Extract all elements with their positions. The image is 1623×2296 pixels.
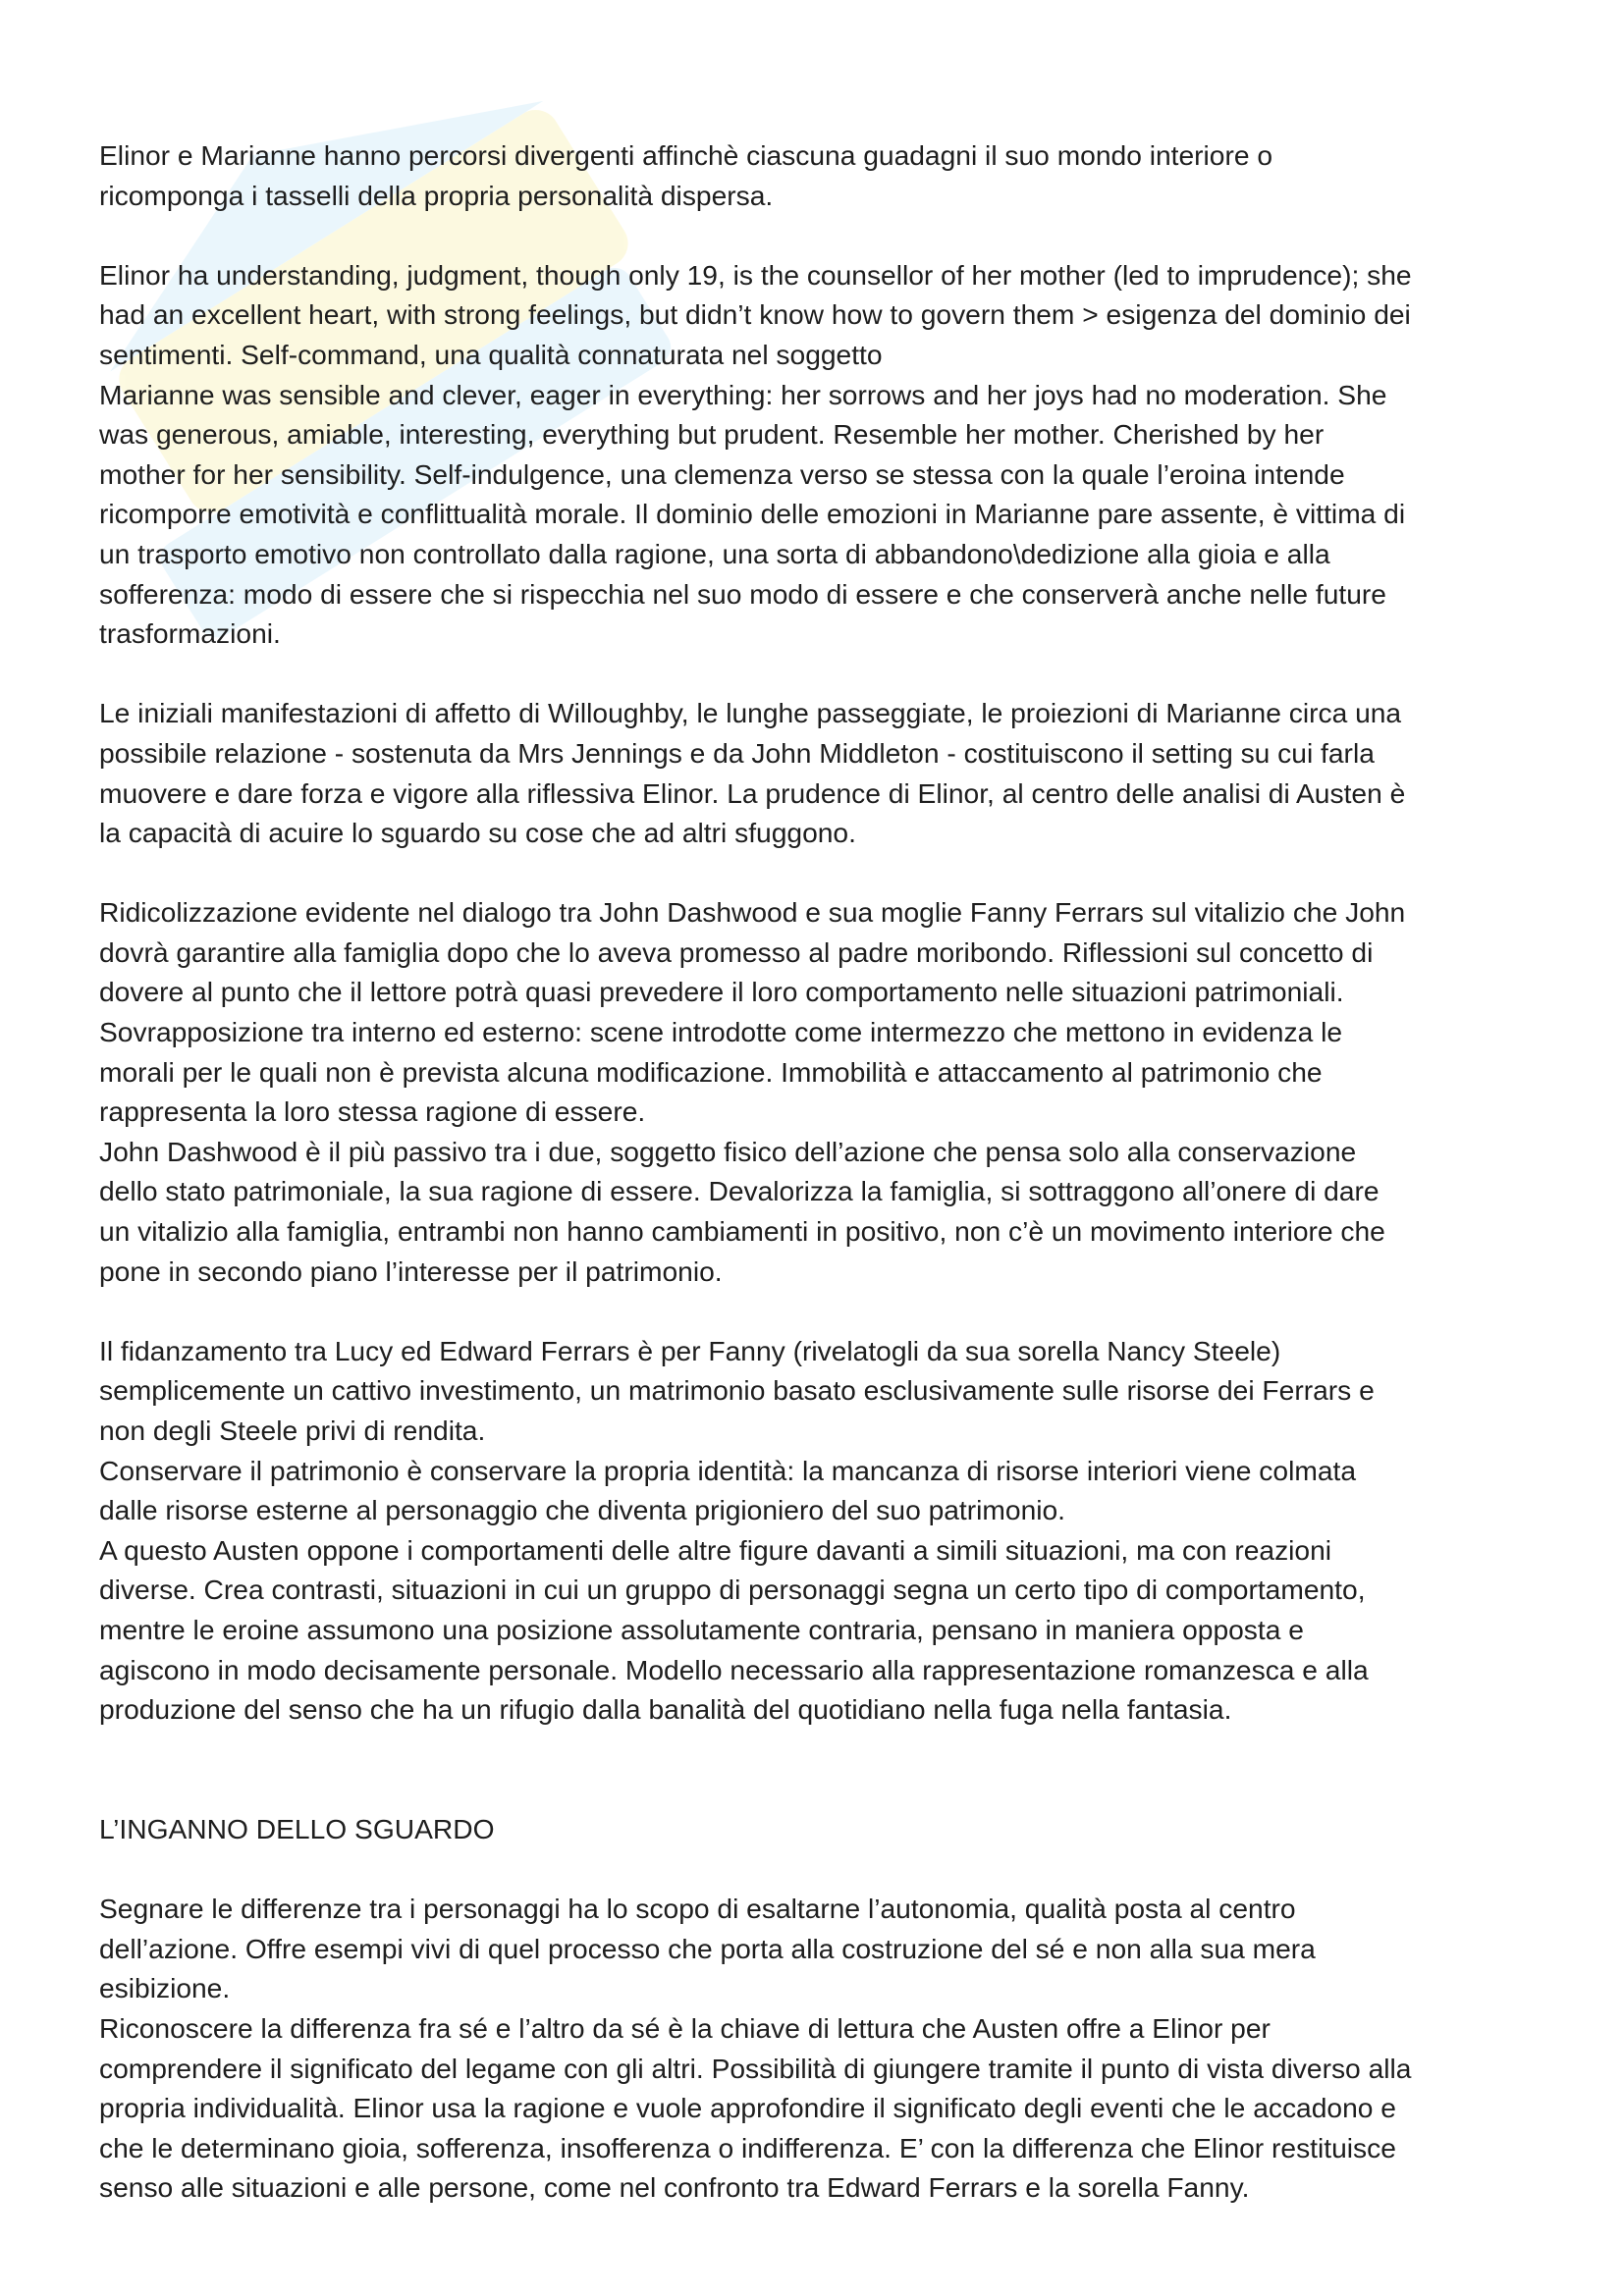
text-line: dell’azione. Offre esempi vivi di quel processo che porta alla costruzione del sé e non alla sua mera bbox=[99, 1932, 1316, 1964]
text-line: la capacità di acuire lo sguardo su cose che ad altri sfuggono. bbox=[99, 817, 856, 849]
text-line: Conservare il patrimonio è conservare la propria identità: la mancanza di risorse interiori viene colmata bbox=[99, 1454, 1356, 1486]
text-line: propria individualità. Elinor usa la ragione e vuole approfondire il significato degli eventi che le accadono e bbox=[99, 2092, 1396, 2124]
text-line: semplicemente un cattivo investimento, un matrimonio basato esclusivamente sulle risorse dei Ferrars e bbox=[99, 1374, 1375, 1407]
text-line: Il fidanzamento tra Lucy ed Edward Ferrars è per Fanny (rivelatogli da sua sorella Nancy Steele) bbox=[99, 1334, 1281, 1366]
document-body bbox=[99, 135, 1542, 2208]
text-line: rappresenta la loro stessa ragione di essere. bbox=[99, 1095, 646, 1128]
text-line: dovere al punto che il lettore potrà quasi prevedere il loro comportamento nelle situazioni patrimoniali. bbox=[99, 976, 1344, 1008]
text-line: un trasporto emotivo non controllato dalla ragione, una sorta di abbandono\dedizione alla gioia e alla bbox=[99, 537, 1330, 569]
text-line: Segnare le differenze tra i personaggi ha lo scopo di esaltarne l’autonomia, qualità posta al centro bbox=[99, 1893, 1296, 1925]
text-line: dello stato patrimoniale, la sua ragione di essere. Devalorizza la famiglia, si sottraggono all’onere di dare bbox=[99, 1175, 1380, 1207]
text-line: Elinor ha understanding, judgment, though only 19, is the counsellor of her mother (led to imprudence); she bbox=[99, 258, 1412, 291]
paragraph-2 bbox=[99, 255, 1542, 654]
text-line: had an excellent heart, with strong feelings, but didn’t know how to govern them > esigenza del dominio dei bbox=[99, 298, 1411, 331]
paragraph-6 bbox=[99, 1889, 1542, 2208]
text-line: Le iniziali manifestazioni di affetto di Willoughby, le lunghe passeggiate, le proiezioni di Marianne circa una bbox=[99, 697, 1402, 729]
text-line: A questo Austen oppone i comportamenti delle altre figure davanti a simili situazioni, ma con reazioni bbox=[99, 1533, 1332, 1566]
text-line: muovere e dare forza e vigore alla riflessiva Elinor. La prudence di Elinor, al centro delle analisi di Austen è bbox=[99, 776, 1406, 809]
text-line: agiscono in modo decisamente personale. Modello necessario alla rappresentazione romanzesca e alla bbox=[99, 1653, 1369, 1685]
text-line: Elinor e Marianne hanno percorsi divergenti affinchè ciascuna guadagni il suo mondo interiore o bbox=[99, 139, 1273, 171]
section-heading: L’INGANNO DELLO SGUARDO bbox=[99, 1812, 495, 1844]
text-line: mentre le eroine assumono una posizione assolutamente contraria, pensano in maniera opposta e bbox=[99, 1613, 1304, 1645]
text-line: morali per le quali non è prevista alcuna modificazione. Immobilità e attaccamento al patrimonio che bbox=[99, 1055, 1323, 1088]
text-line: was generous, amiable, interesting, everything but prudent. Resemble her mother. Cherished by her bbox=[99, 418, 1325, 451]
text-line: Sovrapposizione tra interno ed esterno: scene introdotte come intermezzo che mettono in evidenza le bbox=[99, 1016, 1343, 1048]
text-line: mother for her sensibility. Self-indulgence, una clemenza verso se stessa con la quale l’eroina intende bbox=[99, 457, 1345, 490]
text-line: comprendere il significato del legame con gli altri. Possibilità di giungere tramite il punto di vista diverso alla bbox=[99, 2052, 1412, 2084]
text-line: produzione del senso che ha un rifugio dalla banalità del quotidiano nella fuga nella fantasia. bbox=[99, 1693, 1232, 1726]
text-line: possibile relazione - sostenuta da Mrs Jennings e da John Middleton - costituiscono il setting su cui farla bbox=[99, 736, 1375, 769]
text-line: non degli Steele privi di rendita. bbox=[99, 1415, 486, 1446]
text-line: trasformazioni. bbox=[99, 617, 281, 650]
text-line: Riconoscere la differenza fra sé e l’altro da sé è la chiave di lettura che Austen offre a Elinor per bbox=[99, 2011, 1271, 2044]
text-line: Marianne was sensible and clever, eager in everything: her sorrows and her joys had no moderation. She bbox=[99, 378, 1387, 410]
paragraph-4 bbox=[99, 892, 1542, 1291]
text-line: senso alle situazioni e alle persone, come nel confronto tra Edward Ferrars e la sorella Fanny. bbox=[99, 2171, 1250, 2204]
text-line: ricomponga i tasselli della propria personalità dispersa. bbox=[99, 179, 774, 211]
paragraph-5 bbox=[99, 1331, 1542, 1730]
text-line: un vitalizio alla famiglia, entrambi non hanno cambiamenti in positivo, non c’è un movimento interiore che bbox=[99, 1215, 1385, 1248]
text-line: dovrà garantire alla famiglia dopo che lo aveva promesso al padre moribondo. Riflessioni sul concetto di bbox=[99, 935, 1374, 968]
text-line: Ridicolizzazione evidente nel dialogo tra John Dashwood e sua moglie Fanny Ferrars sul vitalizio che John bbox=[99, 896, 1406, 929]
text-line: ricomporre emotività e conflittualità morale. Il dominio delle emozioni in Marianne pare assente, è vittima di bbox=[99, 498, 1406, 530]
paragraph-3 bbox=[99, 693, 1542, 852]
text-line: che le determinano gioia, sofferenza, insofferenza o indifferenza. E’ con la differenza che Elinor restituisce bbox=[99, 2131, 1396, 2163]
text-line: John Dashwood è il più passivo tra i due, soggetto fisico dell’azione che pensa solo alla conservazione bbox=[99, 1135, 1357, 1167]
text-line: esibizione. bbox=[99, 1972, 231, 2004]
text-line: sofferenza: modo di essere che si rispecchia nel suo modo di essere e che conserverà anche nelle future bbox=[99, 577, 1386, 610]
text-line: sentimenti. Self-command, una qualità connaturata nel soggetto bbox=[99, 338, 883, 370]
text-line: diverse. Crea contrasti, situazioni in cui un gruppo di personaggi segna un certo tipo di comportamento, bbox=[99, 1574, 1366, 1606]
text-line: dalle risorse esterne al personaggio che diventa prigioniero del suo patrimonio. bbox=[99, 1494, 1066, 1526]
text-line: pone in secondo piano l’interesse per il patrimonio. bbox=[99, 1255, 723, 1287]
paragraph-1 bbox=[99, 135, 1542, 215]
